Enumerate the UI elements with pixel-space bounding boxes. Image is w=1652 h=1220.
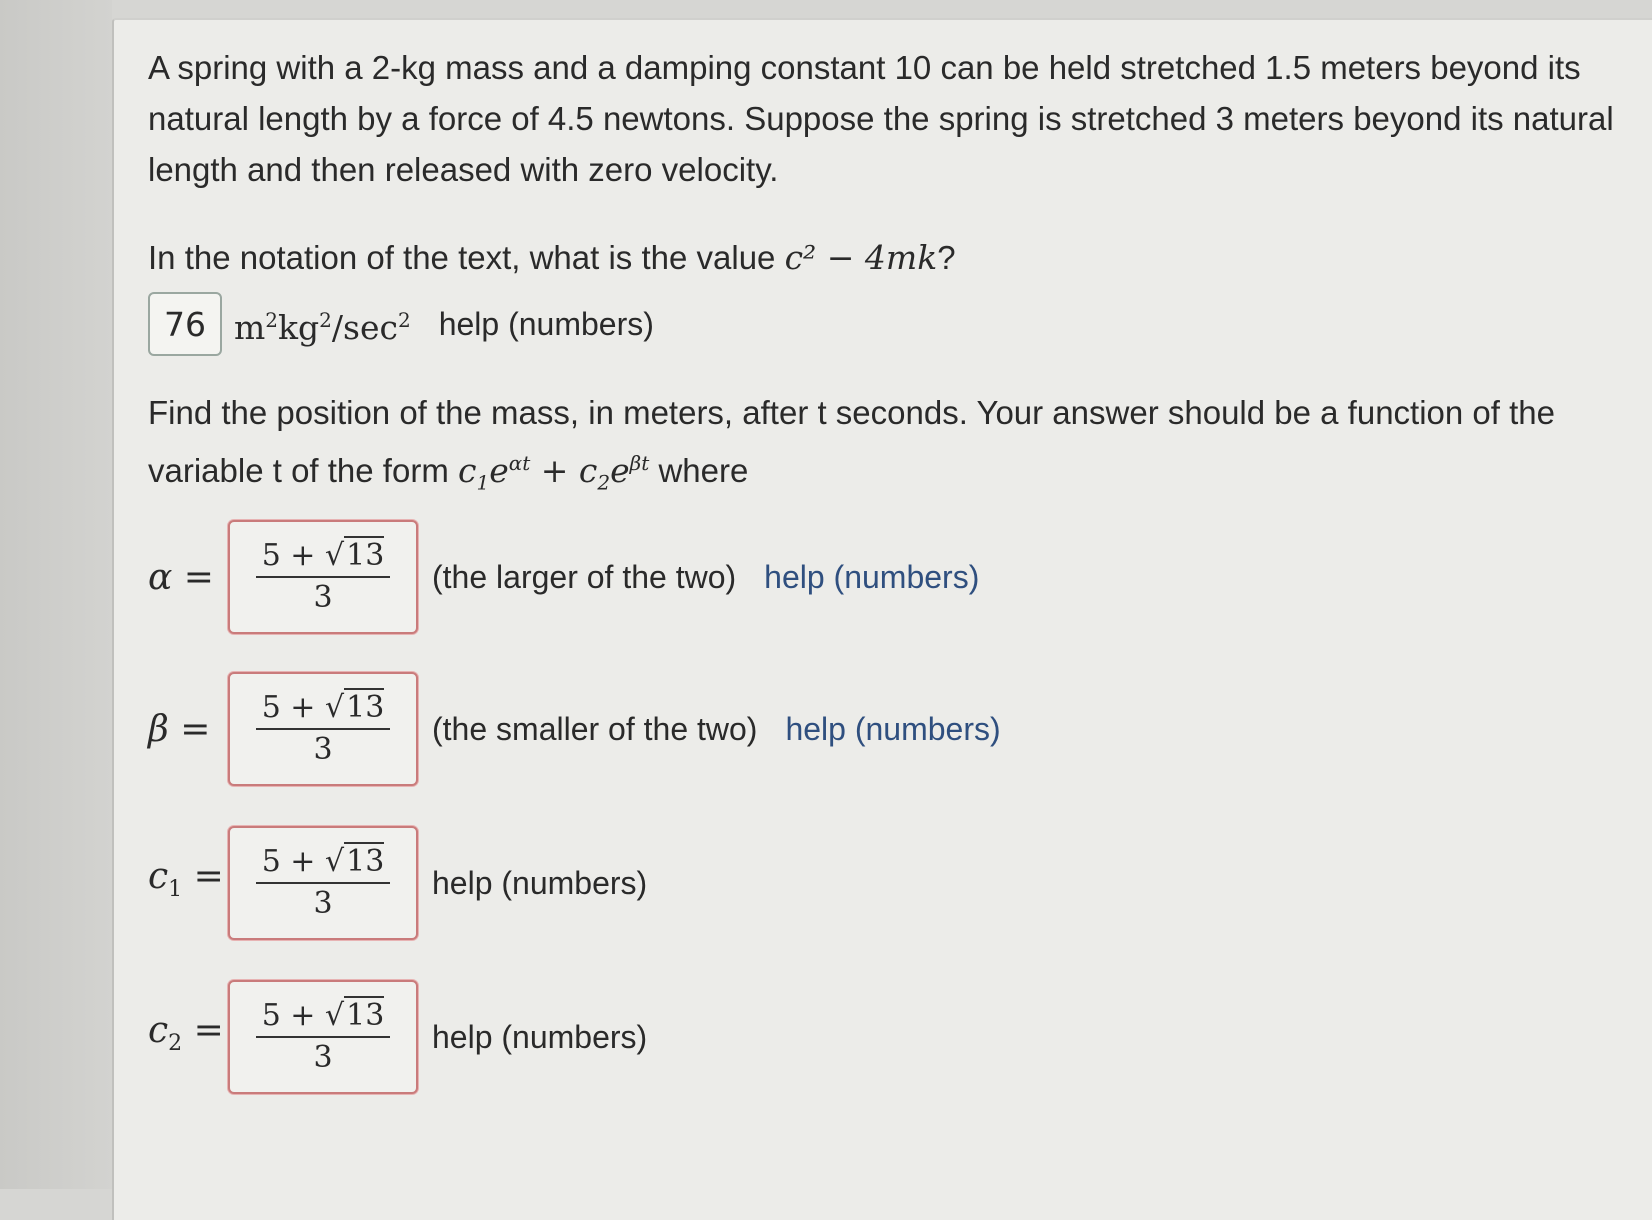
c1-input[interactable]: $\frac{5 + √13}{3}$ (228, 826, 418, 940)
question-1-expression: c² − 4mk (784, 238, 938, 277)
problem-intro: A spring with a 2-kg mass and a damping constant 10 can be held stretched 1.5 meters beyond its natural length by a force of 4.5 newtons. Suppose the spring is stretched 3 meters beyond its natural length and then released with zero velocity. (148, 49, 1614, 188)
c1-row (148, 826, 647, 940)
beta-input[interactable]: $\frac{5 + √13}{3}$ (228, 672, 418, 786)
beta-note: (the smaller of the two) (432, 710, 758, 747)
help-numbers-link[interactable]: help (numbers) (785, 710, 1001, 747)
c1-label: $c_1$ = (148, 855, 224, 903)
alpha-label: α = (148, 556, 214, 598)
help-numbers-link[interactable]: help (numbers) (432, 1018, 648, 1055)
alpha-input[interactable]: $\frac{5 + √13}{3}$ (228, 520, 418, 634)
c2-row (148, 980, 647, 1094)
answer-1-input[interactable]: 76 (148, 292, 222, 356)
answer-1-unit: $m^2kg^2/\sec^2$ (234, 308, 411, 347)
question-1-text: In the notation of the text, what is the value (148, 239, 776, 276)
beta-row (148, 672, 1001, 786)
help-numbers-link[interactable]: help (numbers) (432, 864, 648, 901)
beta-label: β = (148, 708, 211, 750)
question-2 (148, 387, 1648, 509)
c2-label: $c_2$ = (148, 1009, 224, 1057)
question-2-form: $c_1e^{\alpha t} + c_2e^{\beta t}$ (457, 451, 650, 495)
background-strip (0, 0, 112, 1189)
help-numbers-link[interactable]: help (numbers) (764, 558, 980, 595)
question-2-text: Find the position of the mass, in meters, after t seconds. Your answer should be a function of the variable t of the form (148, 394, 1555, 489)
answer-1-row (148, 292, 654, 356)
help-numbers-link[interactable]: help (numbers) (438, 305, 654, 342)
question-1 (148, 232, 956, 283)
question-2-where: where (658, 452, 749, 489)
alpha-note: (the larger of the two) (432, 558, 737, 595)
problem-content (148, 42, 1648, 1075)
alpha-row (148, 520, 979, 634)
question-1-mark: ? (937, 239, 956, 276)
c2-input[interactable]: $\frac{5 + √13}{3}$ (228, 980, 418, 1094)
